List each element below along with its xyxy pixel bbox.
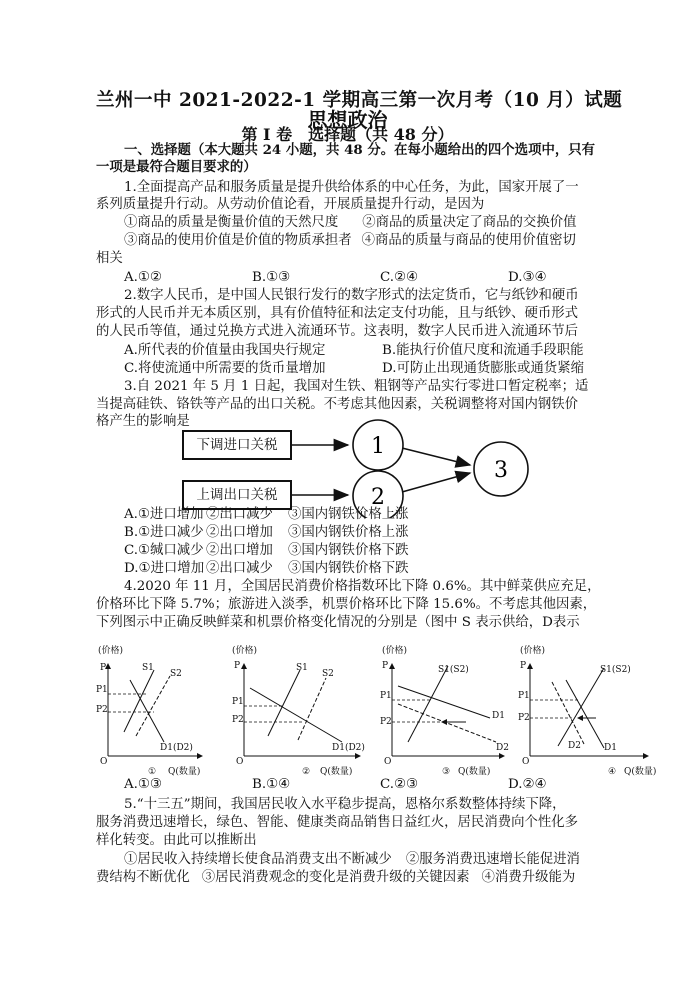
- svg-text:S1: S1: [142, 663, 154, 673]
- q4-option-d: D.②④: [508, 777, 547, 792]
- svg-text:D2: D2: [568, 741, 581, 751]
- q1-item-3: ③商品的使用价值是价值的物质承担者: [124, 233, 352, 248]
- svg-text:P: P: [520, 661, 527, 671]
- q4-option-a: A.①③: [124, 777, 162, 792]
- q3-option-d: D.①进口增加 ②出口减少 ③国内钢铁价格下跌: [124, 561, 409, 576]
- box-lower-import-tariff: 下调进口关税: [182, 430, 292, 460]
- box-raise-export-tariff: 上调出口关税: [182, 480, 292, 510]
- instructions-line-1: 一、选择题（本大题共 24 小题，共 48 分。在每小题给出的四个选项中，只有: [124, 142, 596, 158]
- q1-item-2: ②商品的质量决定了商品的交换价值: [362, 215, 577, 230]
- q1-items-row-2: [124, 232, 576, 249]
- q2-option-d: D.可防止出现通货膨胀或通货紧缩: [382, 361, 584, 376]
- q1-option-a: A.①②: [124, 270, 162, 285]
- svg-text:D1: D1: [492, 711, 505, 721]
- graph-4: [518, 644, 656, 777]
- svg-text:Q(数量): Q(数量): [458, 767, 491, 777]
- q2-option-b: B.能执行价值尺度和流通手段职能: [382, 343, 584, 358]
- svg-text:O: O: [236, 757, 244, 767]
- svg-text:(价格): (价格): [382, 646, 408, 656]
- svg-text:P2: P2: [232, 715, 244, 725]
- q3-option-a: A.①进口增加 ②出口减少 ③国内钢铁价格上涨: [124, 507, 409, 522]
- q4-option-b: B.①④: [252, 777, 291, 792]
- q5-stem-3: 样化转变。由此可以推断出: [96, 833, 257, 848]
- q3-stem-2: 当提高硅铁、铬铁等产品的出口关税。不考虑其他因素，关税调整将对国内钢铁价: [96, 397, 579, 412]
- q3-stem-3: 格产生的影响是: [96, 414, 190, 429]
- svg-text:D2: D2: [496, 743, 509, 753]
- svg-text:P1: P1: [518, 691, 530, 701]
- q3-option-c: C.①缄口减少 ②出口增加 ③国内钢铁价格下跌: [124, 543, 409, 558]
- section-heading: 第 I 卷 选择题（共 48 分）: [241, 125, 454, 144]
- q5-stem-2: 服务消费迅速增长，绿色、智能、健康类商品销售日益红火，居民消费向个性化多: [96, 815, 579, 830]
- svg-text:P2: P2: [380, 717, 392, 727]
- svg-text:P1: P1: [96, 685, 108, 695]
- svg-text:O: O: [100, 757, 108, 767]
- q5-item-2-cont: 费结构不断优化: [96, 870, 190, 885]
- q2-options-row-2: [124, 360, 584, 377]
- q5-stem-1: 5.“十三五”期间，我国居民收入水平稳步提高，恩格尔系数整体持续下降，: [124, 797, 566, 812]
- svg-text:D1: D1: [604, 743, 617, 753]
- svg-text:Q(数量): Q(数量): [320, 767, 353, 777]
- q5-item-2: ②服务消费迅速增长能促进消: [405, 852, 580, 867]
- q4-stem-3: 下列图示中正确反映鲜菜和机票价格变化情况的分别是（图中 S 表示供给，D表示: [96, 615, 580, 630]
- svg-text:S2: S2: [170, 669, 182, 679]
- svg-text:P2: P2: [96, 705, 108, 715]
- q4-options: [124, 776, 547, 793]
- q1-option-b: B.①③: [252, 270, 291, 285]
- q4-option-c: C.②③: [380, 777, 419, 792]
- svg-text:O: O: [522, 757, 530, 767]
- svg-text:S1(S2): S1(S2): [438, 665, 469, 675]
- q1-stem-2: 系列质量提升行动。从劳动价值论看，开展质量提升行动，是因为: [96, 197, 485, 212]
- exam-title: 兰州一中 2021-2022-1 学期高三第一次月考（10 月）试题: [96, 90, 623, 111]
- svg-text:(价格): (价格): [520, 646, 546, 656]
- q1-items-row-1: [124, 214, 577, 231]
- node-3-label: 3: [494, 458, 508, 483]
- q1-option-c: C.②④: [380, 270, 419, 285]
- q4-stem-1: 4.2020 年 11 月，全国居民消费价格指数环比下降 0.6%。其中鲜菜供应充足，: [124, 579, 601, 594]
- q3-option-b: B.①进口减少 ②出口增加 ③国内钢铁价格上涨: [124, 525, 409, 540]
- q4-stem-2: 价格环比下降 5.7%；旅游进入淡季，机票价格环比下降 15.6%。不考虑其他因素，: [96, 597, 597, 612]
- svg-text:③: ③: [442, 767, 451, 777]
- svg-text:D1(D2): D1(D2): [332, 743, 365, 753]
- svg-text:P1: P1: [380, 691, 392, 701]
- arrow-node2-to-node3: [402, 473, 470, 492]
- q2-stem-2: 形式的人民币并无本质区别，具有价值特征和法定支付功能，且与纸钞、硬币形式: [96, 306, 579, 321]
- svg-text:(价格): (价格): [232, 646, 258, 656]
- svg-text:P2: P2: [518, 713, 530, 723]
- q5-items-row-2: [96, 869, 575, 886]
- graph-1: [96, 644, 202, 777]
- svg-text:O: O: [384, 757, 392, 767]
- svg-text:P: P: [382, 661, 389, 671]
- q1-stem-1: 1.全面提高产品和服务质量是提升供给体系的中心任务，为此，国家开展了一: [124, 180, 579, 195]
- arrow-node1-to-node3: [402, 448, 470, 465]
- q3-stem-1: 3.自 2021 年 5 月 1 日起，我国对生铁、粗钢等产品实行零进口暂定税率；适: [124, 379, 589, 394]
- q1-item-1: ①商品的质量是衡量价值的天然尺度: [124, 215, 339, 230]
- q2-options-row-1: [124, 342, 584, 359]
- q2-stem-3: 的人民币等值，通过兑换方式进入流通环节。这表明，数字人民币进入流通环节后: [96, 324, 579, 339]
- q5-item-4: ④消费升级能为: [481, 870, 576, 885]
- q1-options: [124, 269, 547, 286]
- q1-option-d: D.③④: [508, 270, 547, 285]
- svg-text:P1: P1: [232, 697, 244, 707]
- q2-option-a: A.所代表的价值量由我国央行规定: [124, 343, 326, 358]
- svg-text:P: P: [234, 661, 241, 671]
- node-1-label: 1: [371, 434, 385, 459]
- svg-text:S2: S2: [322, 669, 334, 679]
- q5-item-1: ①居民收入持续增长使食品消费支出不断减少: [124, 852, 392, 867]
- svg-text:Q(数量): Q(数量): [624, 767, 657, 777]
- q2-stem-1: 2.数字人民币，是中国人民银行发行的数字形式的法定货币，它与纸钞和硬币: [124, 288, 579, 303]
- node-2-label: 2: [371, 485, 385, 510]
- q5-item-3: ③居民消费观念的变化是消费升级的关键因素: [201, 870, 470, 885]
- svg-text:P: P: [100, 663, 107, 673]
- svg-text:(价格): (价格): [98, 646, 124, 656]
- q5-items-row-1: [124, 851, 580, 868]
- q2-option-c: C.将使流通中所需要的货币量增加: [124, 361, 326, 376]
- q1-item-4-cont: 相关: [96, 251, 123, 266]
- svg-text:D1(D2): D1(D2): [160, 743, 193, 753]
- svg-text:S1: S1: [296, 663, 308, 673]
- q1-item-4: ④商品的质量与商品的使用价值密切: [361, 233, 576, 248]
- graph-3: [380, 644, 509, 777]
- tariff-flow-diagram: [176, 418, 536, 518]
- graph-2: [232, 644, 365, 777]
- svg-text:②: ②: [302, 767, 311, 777]
- subject-title: 思想政治: [307, 108, 388, 132]
- supply-demand-graphs: [92, 638, 682, 790]
- svg-text:Q(数量): Q(数量): [168, 767, 201, 777]
- instructions-line-2: 一项是最符合题目要求的）: [96, 159, 257, 175]
- svg-text:S1(S2): S1(S2): [600, 665, 631, 675]
- svg-text:④: ④: [608, 767, 617, 777]
- svg-text:①: ①: [148, 767, 157, 777]
